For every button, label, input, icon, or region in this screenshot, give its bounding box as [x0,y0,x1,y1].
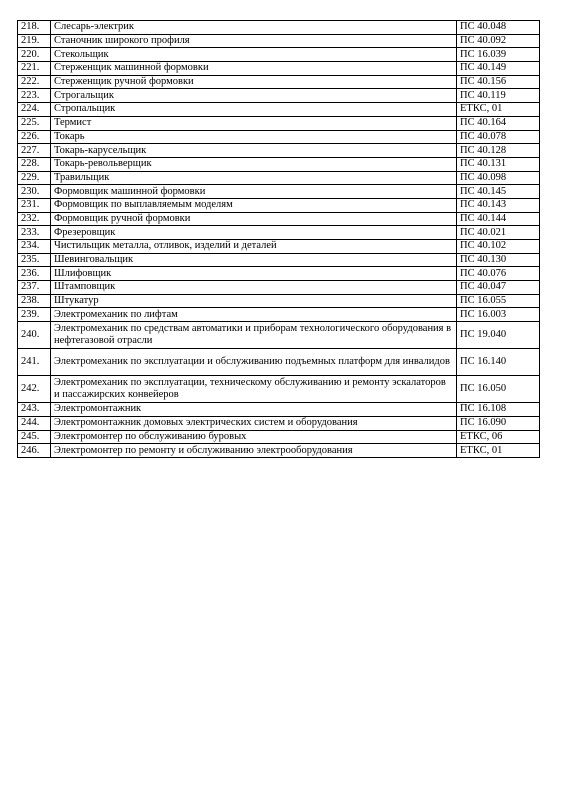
table-row [18,430,540,444]
standard-code-cell: ПС 40.119 [457,89,540,103]
standard-code-cell: ПС 16.108 [457,403,540,417]
standard-code-cell: ПС 40.130 [457,253,540,267]
standard-code-cell: ПС 16.090 [457,416,540,430]
table-row [18,294,540,308]
table-row [18,403,540,417]
row-number-cell: 233. [18,226,51,240]
row-number-cell: 219. [18,34,51,48]
profession-name-cell: Травильщик [51,171,457,185]
standard-code-cell: ПС 40.092 [457,34,540,48]
table-row [18,308,540,322]
row-number-cell: 223. [18,89,51,103]
table-row [18,103,540,117]
profession-name-cell: Стерженщик машинной формовки [51,62,457,76]
profession-name-cell: Штамповщик [51,281,457,295]
table-row [18,281,540,295]
profession-name-cell: Стекольщик [51,48,457,62]
profession-name-cell: Шлифовщик [51,267,457,281]
profession-name-cell: Электромонтер по обслуживанию буровых [51,430,457,444]
table-row [18,349,540,376]
standard-code-cell: ПС 40.143 [457,198,540,212]
standard-code-cell: ПС 40.149 [457,62,540,76]
table-row [18,240,540,254]
profession-name-cell: Электромеханик по эксплуатации, техническому обслуживанию и ремонту эскалаторов и пассажирских конвейеров [51,376,457,403]
table-row [18,21,540,35]
row-number-cell: 230. [18,185,51,199]
table-row [18,376,540,403]
row-number-cell: 228. [18,157,51,171]
row-number-cell: 227. [18,144,51,158]
standard-code-cell: ПС 40.144 [457,212,540,226]
row-number-cell: 224. [18,103,51,117]
row-number-cell: 234. [18,240,51,254]
row-number-cell: 218. [18,21,51,35]
table-row [18,116,540,130]
row-number-cell: 232. [18,212,51,226]
table-row [18,62,540,76]
table-row [18,416,540,430]
table-row [18,253,540,267]
standard-code-cell: ПС 40.098 [457,171,540,185]
profession-name-cell: Электромеханик по эксплуатации и обслуживанию подъемных платформ для инвалидов [51,349,457,376]
standard-code-cell: ПС 40.145 [457,185,540,199]
row-number-cell: 239. [18,308,51,322]
standard-code-cell: ПС 40.102 [457,240,540,254]
profession-name-cell: Формовщик ручной формовки [51,212,457,226]
row-number-cell: 240. [18,322,51,349]
table-row [18,157,540,171]
table-row [18,226,540,240]
profession-name-cell: Стерженщик ручной формовки [51,75,457,89]
row-number-cell: 246. [18,444,51,458]
standard-code-cell: ПС 40.078 [457,130,540,144]
table-row [18,267,540,281]
profession-name-cell: Формовщик машинной формовки [51,185,457,199]
row-number-cell: 235. [18,253,51,267]
row-number-cell: 220. [18,48,51,62]
standard-code-cell: ПС 40.164 [457,116,540,130]
standard-code-cell: ЕТКС, 01 [457,103,540,117]
profession-name-cell: Станочник широкого профиля [51,34,457,48]
table-row [18,171,540,185]
profession-name-cell: Формовщик по выплавляемым моделям [51,198,457,212]
table-row [18,34,540,48]
standard-code-cell: ПС 19.040 [457,322,540,349]
row-number-cell: 231. [18,198,51,212]
table-row [18,322,540,349]
table-row [18,444,540,458]
table-row [18,212,540,226]
profession-name-cell: Слесарь-электрик [51,21,457,35]
table-row [18,198,540,212]
row-number-cell: 225. [18,116,51,130]
row-number-cell: 221. [18,62,51,76]
standard-code-cell: ПС 16.055 [457,294,540,308]
standard-code-cell: ЕТКС, 01 [457,444,540,458]
standard-code-cell: ПС 16.003 [457,308,540,322]
standard-code-cell: ПС 16.050 [457,376,540,403]
row-number-cell: 244. [18,416,51,430]
row-number-cell: 241. [18,349,51,376]
row-number-cell: 243. [18,403,51,417]
profession-name-cell: Штукатур [51,294,457,308]
standard-code-cell: ПС 40.021 [457,226,540,240]
table-row [18,130,540,144]
row-number-cell: 245. [18,430,51,444]
profession-name-cell: Электромеханик по средствам автоматики и приборам технологического оборудования в нефтегазовой отрасли [51,322,457,349]
profession-name-cell: Стропальщик [51,103,457,117]
profession-name-cell: Токарь-револьверщик [51,157,457,171]
table-row [18,89,540,103]
standard-code-cell: ПС 40.131 [457,157,540,171]
table-row [18,75,540,89]
professions-table-body [18,21,540,458]
row-number-cell: 226. [18,130,51,144]
standard-code-cell: ПС 40.128 [457,144,540,158]
profession-name-cell: Электромонтажник домовых электрических систем и оборудования [51,416,457,430]
standard-code-cell: ПС 40.156 [457,75,540,89]
table-row [18,144,540,158]
profession-name-cell: Строгальщик [51,89,457,103]
profession-name-cell: Электромеханик по лифтам [51,308,457,322]
row-number-cell: 222. [18,75,51,89]
profession-name-cell: Шевинговальщик [51,253,457,267]
profession-name-cell: Токарь [51,130,457,144]
professions-table [17,20,540,458]
row-number-cell: 229. [18,171,51,185]
row-number-cell: 238. [18,294,51,308]
standard-code-cell: ПС 16.039 [457,48,540,62]
profession-name-cell: Электромонтажник [51,403,457,417]
profession-name-cell: Термист [51,116,457,130]
profession-name-cell: Фрезеровщик [51,226,457,240]
standard-code-cell: ПС 40.048 [457,21,540,35]
profession-name-cell: Токарь-карусельщик [51,144,457,158]
standard-code-cell: ПС 40.047 [457,281,540,295]
profession-name-cell: Электромонтер по ремонту и обслуживанию электрооборудования [51,444,457,458]
row-number-cell: 242. [18,376,51,403]
row-number-cell: 236. [18,267,51,281]
standard-code-cell: ПС 16.140 [457,349,540,376]
table-row [18,48,540,62]
row-number-cell: 237. [18,281,51,295]
standard-code-cell: ЕТКС, 06 [457,430,540,444]
profession-name-cell: Чистильщик металла, отливок, изделий и деталей [51,240,457,254]
standard-code-cell: ПС 40.076 [457,267,540,281]
table-row [18,185,540,199]
